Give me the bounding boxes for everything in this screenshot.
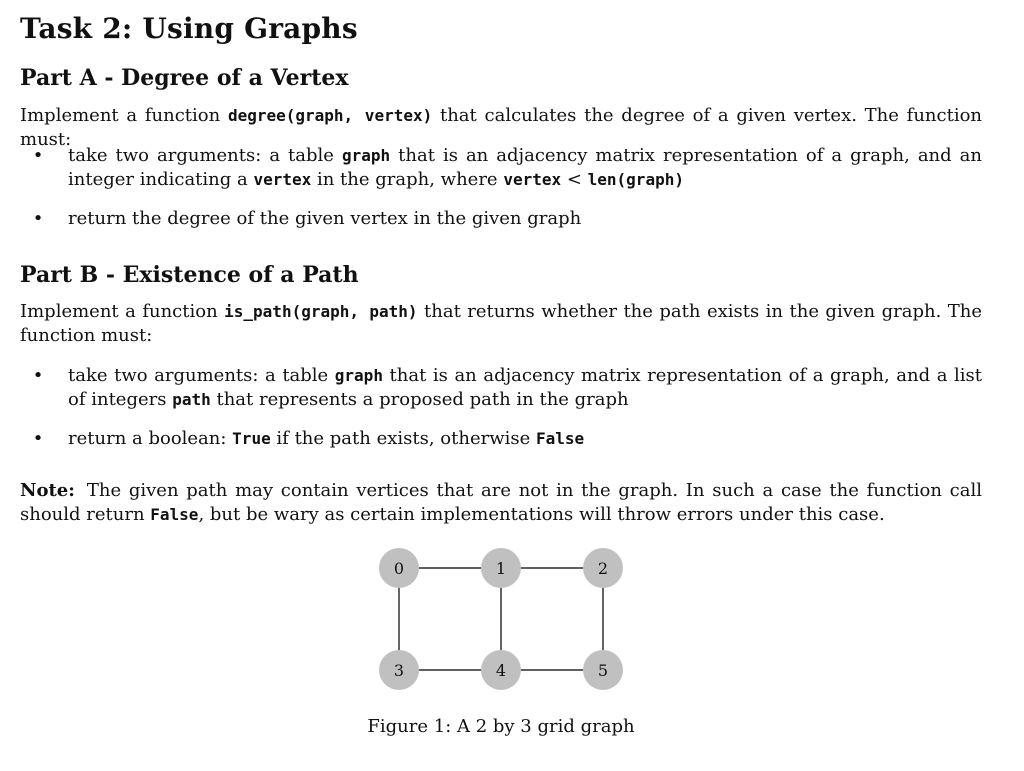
part-b-bullet-1 — [32, 364, 982, 412]
page-title: Task 2: Using Graphs — [20, 12, 358, 45]
note-paragraph: Note: The given path may contain vertices that are not in the graph. In such a case the function call should return False, but be wary as certain implementations will throw errors under this case. — [20, 480, 982, 525]
graph-node-label-4: 4 — [495, 661, 507, 680]
graph-node-label-0: 0 — [393, 559, 405, 578]
len-graph-code: len(graph) — [587, 170, 684, 189]
part-a-intro-text-end: that calculates the degree of a given vertex. The function must: — [20, 105, 983, 150]
graph-code: graph — [334, 366, 383, 385]
part-a-bullet-2 — [32, 207, 982, 231]
vertex-code: vertex — [503, 170, 562, 189]
graph-node-label-3: 3 — [393, 661, 405, 680]
graph-node-label-5: 5 — [597, 661, 609, 680]
bullet-icon: • — [32, 145, 44, 166]
false-code: False — [535, 429, 585, 448]
grid-graph-figure — [20, 540, 982, 690]
bullet-icon: • — [32, 365, 44, 386]
true-code: True — [232, 429, 271, 448]
bullet-icon: • — [32, 428, 44, 449]
vertex-code: vertex — [253, 170, 312, 189]
part-a-bullet-1 — [32, 144, 982, 192]
part-b-intro — [20, 300, 982, 348]
figure-caption: Figure 1: A 2 by 3 grid graph — [367, 716, 635, 737]
note-label: Note: — [20, 480, 75, 501]
part-a-heading: Part A - Degree of a Vertex — [20, 65, 349, 91]
part-b-heading: Part B - Existence of a Path — [20, 262, 359, 288]
is-path-function-signature: is_path(graph, path) — [224, 302, 418, 321]
part-a-intro-text: Implement a function — [20, 105, 228, 126]
part-b-intro-text: Implement a function — [20, 301, 225, 322]
degree-function-signature: degree(graph, vertex) — [227, 106, 433, 125]
bullet-text: return the degree of the given vertex in the given graph — [68, 208, 582, 229]
part-b-bullet-2 — [32, 427, 982, 451]
false-code: False — [150, 505, 199, 524]
graph-node-label-1: 1 — [495, 559, 507, 578]
part-b-intro-text-end: that returns whether the path exists in the given graph. The function must: — [20, 301, 983, 346]
path-code: path — [172, 390, 211, 409]
bullet-text: return a boolean: True if the path exists, otherwise False — [68, 428, 585, 449]
bullet-text: take two arguments: a table graph that is an adjacency matrix representation of a graph, and an integer indicating a vertex in the graph, where vertex < len(graph) — [68, 145, 982, 190]
bullet-text: take two arguments: a table graph that is an adjacency matrix representation of a graph, and a list of integers path that represents a proposed path in the graph — [68, 365, 982, 410]
graph-node-label-2: 2 — [597, 559, 609, 578]
graph-code: graph — [341, 146, 391, 165]
bullet-icon: • — [32, 208, 44, 229]
